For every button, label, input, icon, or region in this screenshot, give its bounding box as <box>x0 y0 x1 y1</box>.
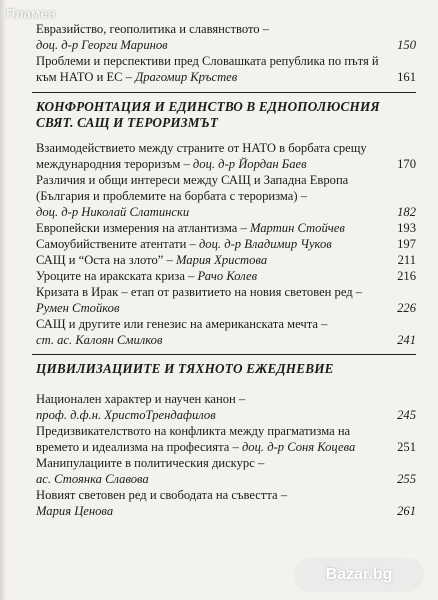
page-number: 197 <box>397 237 416 251</box>
toc-line: (България и проблемите на борбата с тероризма) – <box>36 189 308 203</box>
toc-line: Евразийство, геополитика и славянството – <box>36 22 270 36</box>
page-spine-shadow <box>0 0 6 600</box>
toc-line: проф. д.ф.н. ХристоТрендафилов 245 <box>36 408 416 422</box>
section-divider <box>32 92 416 93</box>
toc-line: Предизвикателството на конфликта между прагматизма на <box>36 424 351 438</box>
toc-line: Различия и общи интереси между САЩ и Западна Европа <box>36 173 349 187</box>
page-number: 150 <box>397 38 416 52</box>
toc-line: Уроците на иракската криза – Рачо Колев 216 <box>36 269 416 283</box>
toc-line: международния тероризъм – доц. д-р Йордан Баев 170 <box>36 157 416 171</box>
page-number: 261 <box>397 504 416 518</box>
toc-line: времето и идеализма на професията – доц. д-р Соня Коцева 251 <box>36 440 416 454</box>
toc-line: САЩ и другите или генезис на американската мечта – <box>36 317 328 331</box>
toc-line: Новият световен ред и свободата на съвестта – <box>36 488 288 502</box>
toc-line: Манипулациите в политическия дискурс – <box>36 456 265 470</box>
page-number: 170 <box>397 157 416 171</box>
page-number: 182 <box>397 205 416 219</box>
toc-line: Самоубийствените атентати – доц. д-р Владимир Чуков 197 <box>36 237 416 251</box>
toc-line: ас. Стоянка Славова 255 <box>36 472 416 486</box>
toc-line: ст. ас. Калоян Смилков 241 <box>36 333 416 347</box>
toc-line: Европейски измерения на атлантизма – Мартин Стойчев 193 <box>36 221 416 235</box>
toc-line: Проблеми и перспективи пред Словашката република по пътя й <box>36 54 379 68</box>
page-number: 193 <box>397 221 416 235</box>
page-number: 245 <box>397 408 416 422</box>
page-number: 255 <box>397 472 416 486</box>
page-number: 226 <box>397 301 416 315</box>
toc-line: Взаимодействието между страните от НАТО в борбата срещу <box>36 141 367 155</box>
watermark-logo: Пламен <box>6 6 56 21</box>
section-heading: ЦИВИЛИЗАЦИИТЕ И ТЯХНОТО ЕЖЕДНЕВИЕ <box>36 361 334 376</box>
section-divider <box>32 354 416 355</box>
page-number: 211 <box>397 253 416 267</box>
page-number: 161 <box>397 70 416 84</box>
page-number: 216 <box>397 269 416 283</box>
toc-line: доц. д-р Георги Маринов 150 <box>36 38 416 52</box>
toc-line: Румен Стойков 226 <box>36 301 416 315</box>
toc-line: САЩ и “Оста на злото” – Мария Христова 211 <box>36 253 416 267</box>
toc-line: към НАТО и ЕС – Драгомир Кръстев 161 <box>36 70 416 84</box>
page-number: 241 <box>397 333 416 347</box>
toc-line: Кризата в Ирак – етап от развитието на новия световен ред – <box>36 285 363 299</box>
section-heading: СВЯТ. САЩ И ТЕРОРИЗМЪТ <box>36 115 219 130</box>
watermark-badge: Bazar.bg <box>294 558 424 592</box>
page-number: 251 <box>397 440 416 454</box>
toc-line: Национален характер и научен канон – <box>36 392 246 406</box>
toc-line: Мария Ценова 261 <box>36 504 416 518</box>
toc-line: доц. д-р Николай Слатински 182 <box>36 205 416 219</box>
section-heading: КОНФРОНТАЦИЯ И ЕДИНСТВО В ЕДНОПОЛЮСНИЯ <box>36 99 380 114</box>
